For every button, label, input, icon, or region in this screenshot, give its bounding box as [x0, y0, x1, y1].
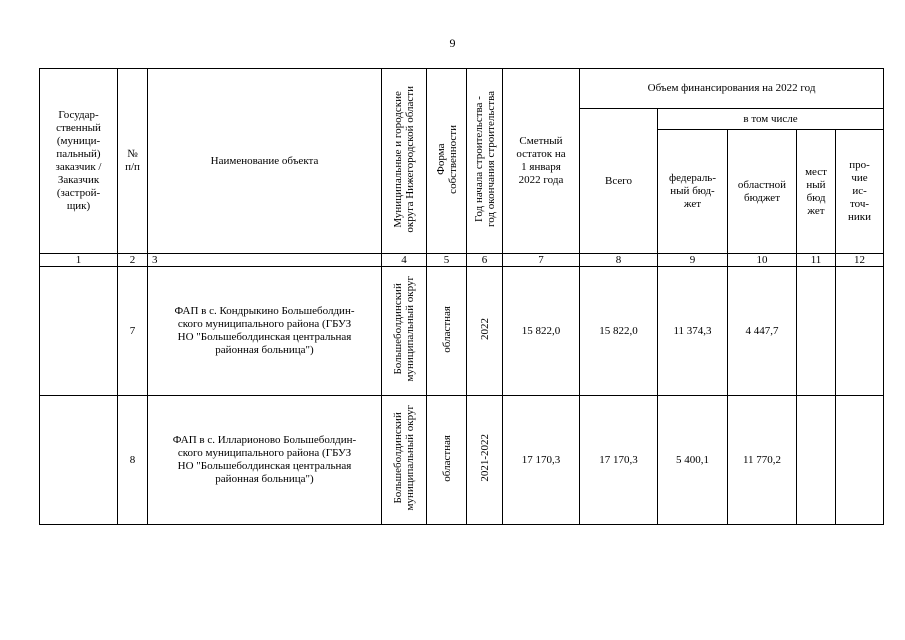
column-number: 3	[148, 254, 382, 267]
header-including: в том числе	[658, 109, 884, 130]
column-number: 10	[728, 254, 797, 267]
row-total: 17 170,3	[580, 396, 658, 525]
header-number: № п/п	[118, 69, 148, 254]
row-years: 2021-2022	[467, 396, 503, 525]
header-local: мест ный бюд жет	[797, 130, 836, 254]
column-number: 12	[836, 254, 884, 267]
row-balance: 15 822,0	[503, 267, 580, 396]
header-total: Всего	[580, 109, 658, 254]
column-number-row	[40, 254, 884, 267]
row-other	[836, 396, 884, 525]
column-number: 11	[797, 254, 836, 267]
financing-table	[39, 68, 884, 525]
column-number: 4	[382, 254, 427, 267]
header-object-name: Наименование объекта	[148, 69, 382, 254]
header-other: про- чие ис- точ- ники	[836, 130, 884, 254]
row-regional: 11 770,2	[728, 396, 797, 525]
row-municipality: Большеболдинский муниципальный округ	[382, 396, 427, 525]
header-customer: Государ- ственный (муници- пальный) заказчик / Заказчик (застрой- щик)	[40, 69, 118, 254]
row-municipality: Большеболдинский муниципальный округ	[382, 267, 427, 396]
row-federal: 5 400,1	[658, 396, 728, 525]
header-row-1	[40, 69, 884, 109]
row-local	[797, 267, 836, 396]
column-number: 7	[503, 254, 580, 267]
table-row	[40, 267, 884, 396]
column-number: 8	[580, 254, 658, 267]
page-number: 9	[449, 36, 456, 50]
row-object-name: ФАП в с. Кондрыкино Большеболдин- ского муниципального района (ГБУЗ НО "Большеболдинская центральная районная больница")	[148, 267, 382, 396]
row-other	[836, 267, 884, 396]
row-federal: 11 374,3	[658, 267, 728, 396]
row-customer	[40, 396, 118, 525]
row-local	[797, 396, 836, 525]
row-regional: 4 447,7	[728, 267, 797, 396]
header-federal: федераль- ный бюд- жет	[658, 130, 728, 254]
column-number: 5	[427, 254, 467, 267]
row-number: 7	[118, 267, 148, 396]
row-ownership: областная	[427, 396, 467, 525]
row-customer	[40, 267, 118, 396]
header-balance: Сметный остаток на 1 января 2022 года	[503, 69, 580, 254]
row-ownership: областная	[427, 267, 467, 396]
row-balance: 17 170,3	[503, 396, 580, 525]
column-number: 2	[118, 254, 148, 267]
column-number: 9	[658, 254, 728, 267]
header-ownership: Форма собственности	[427, 69, 467, 254]
column-number: 6	[467, 254, 503, 267]
row-object-name: ФАП в с. Илларионово Большеболдин- ского муниципального района (ГБУЗ НО "Большеболдинская центральная районная больница")	[148, 396, 382, 525]
column-number: 1	[40, 254, 118, 267]
row-total: 15 822,0	[580, 267, 658, 396]
header-years: Год начала строительства - год окончания строительства	[467, 69, 503, 254]
header-funding: Объем финансирования на 2022 год	[580, 69, 884, 109]
header-regional: областной бюджет	[728, 130, 797, 254]
header-municipality: Муниципальные и городские округа Нижегородской области	[382, 69, 427, 254]
row-number: 8	[118, 396, 148, 525]
table-row	[40, 396, 884, 525]
row-years: 2022	[467, 267, 503, 396]
